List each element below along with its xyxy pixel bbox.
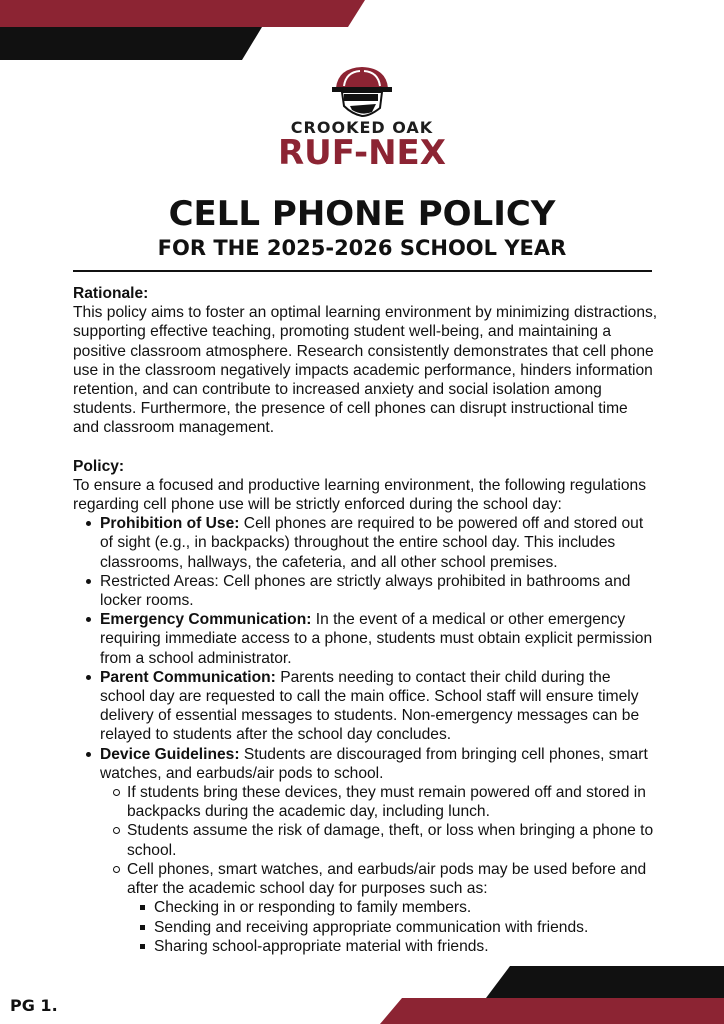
- logo-team-name: RUF-NEX: [278, 133, 446, 173]
- title-divider: [73, 270, 652, 272]
- logo: [264, 62, 460, 172]
- policy-list: [73, 514, 658, 956]
- mascot-icon: [330, 64, 394, 118]
- policy-intro: To ensure a focused and productive learning environment, the following regulations regarding cell phone use will be strictly enforced during the school day:: [73, 476, 646, 514]
- allowed-uses-list: [127, 898, 658, 956]
- device-guidelines-list: [100, 783, 658, 956]
- policy-content: [73, 284, 658, 956]
- list-item: Sending and receiving appropriate communication with friends.: [127, 918, 658, 937]
- list-item: Parent Communication: Parents needing to contact their child during the school day are requested to call the main office. School staff will ensure timely delivery of essential messages to students. Non-emergency messages can be relayed to students after the school day concludes.: [73, 668, 658, 745]
- policy-heading: Policy:: [73, 457, 125, 475]
- rationale-body: This policy aims to foster an optimal learning environment by minimizing distractions, supporting effective teaching, promoting student well-being, and maintaining a positive classroom atmosphere. Research consistently demonstrates that cell phone use in the classroom negatively impacts academic performance, hinders information retention, and can contribute to increased anxiety and social isolation among students. Furthermore, the presence of cell phones can disrupt instructional time and classroom management.: [73, 304, 658, 437]
- rationale-heading: Rationale:: [73, 285, 149, 302]
- page-title: CELL PHONE POLICY: [168, 194, 556, 234]
- page-number: PG 1.: [10, 996, 58, 1015]
- list-item: Checking in or responding to family members.: [127, 898, 658, 917]
- list-item: Prohibition of Use: Cell phones are required to be powered off and stored out of sight (e.g., in backpacks) throughout the entire school day. This includes classrooms, hallways, the cafeteria, and all other school premises.: [73, 514, 658, 572]
- list-item: If students bring these devices, they must remain powered off and stored in backpacks during the academic day, including lunch.: [100, 783, 658, 821]
- list-item: Cell phones, smart watches, and earbuds/air pods may be used before and after the academic school day for purposes such as: Checking in or responding to family members. Sending and receiving appropriate communication with friends. Sharing school-appropriate material with friends.: [100, 860, 658, 956]
- list-item: Emergency Communication: In the event of a medical or other emergency requiring immediate access to a phone, students must obtain explicit permission from a school administrator.: [73, 610, 658, 668]
- bottom-right-stripes: [380, 962, 724, 1024]
- page-subtitle: FOR THE 2025-2026 SCHOOL YEAR: [157, 236, 567, 260]
- list-item: Restricted Areas: Cell phones are strictly always prohibited in bathrooms and locker rooms.: [73, 572, 658, 610]
- list-item: Sharing school-appropriate material with friends.: [127, 937, 658, 956]
- list-item: Students assume the risk of damage, theft, or loss when bringing a phone to school.: [100, 821, 658, 859]
- logo-school-name: CROOKED OAK: [290, 118, 434, 137]
- top-left-stripes: [0, 0, 380, 62]
- list-item: Device Guidelines: Students are discouraged from bringing cell phones, smart watches, and earbuds/air pods to school. If students bring these devices, they must remain powered off and stored in backpacks during the academic day, including lunch. Students assume the risk of damage, theft, or loss when bringing a phone to school. Cell phones, smart watches, and earbuds/air pods may be used before and after the academic school day for purposes such as: Checking in or responding to family members. Sending and receiving appropriate communication with friends. Sharing school-appropriate material with friends.: [73, 745, 658, 956]
